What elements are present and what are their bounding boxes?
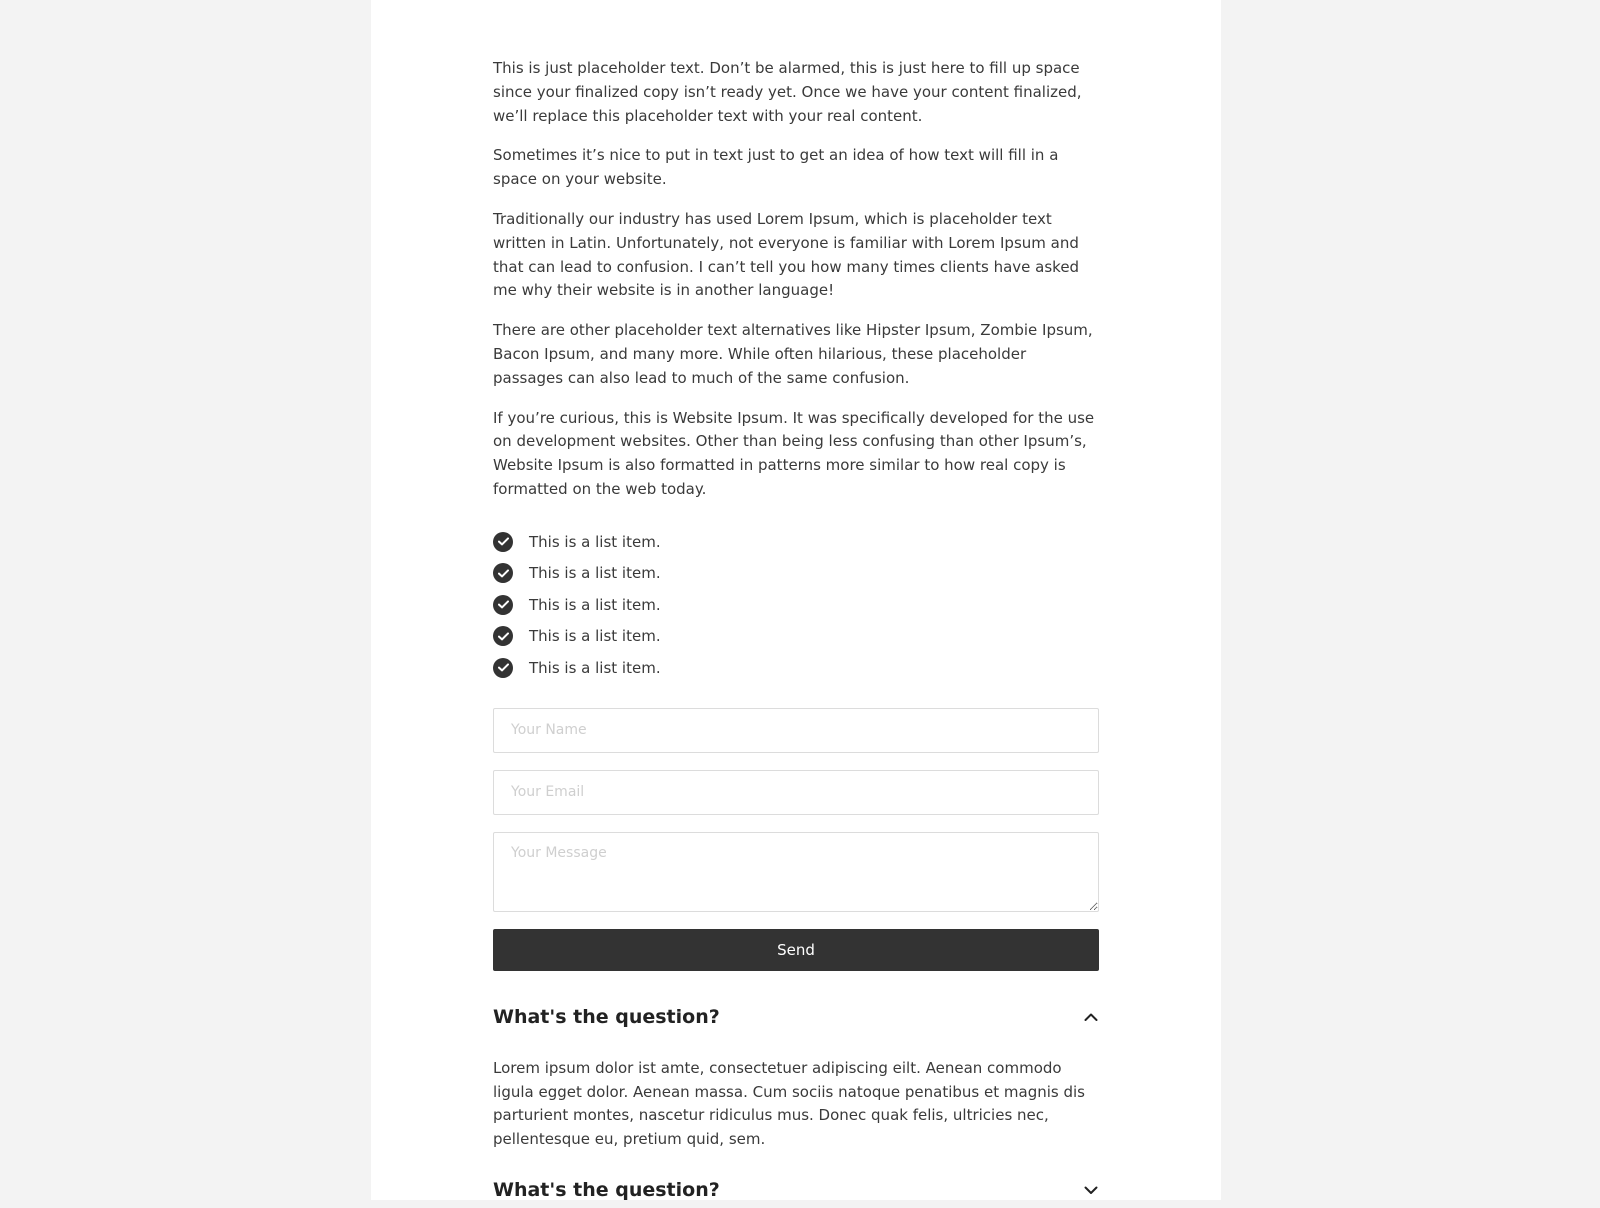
list-item xyxy=(493,526,1099,558)
faq-question: What's the question? xyxy=(493,1005,720,1028)
check-circle-icon xyxy=(493,595,513,615)
email-input[interactable] xyxy=(493,770,1099,815)
list-item xyxy=(493,557,1099,589)
list-item-text: This is a list item. xyxy=(529,595,661,614)
list-item-text: This is a list item. xyxy=(529,627,661,646)
send-button[interactable]: Send xyxy=(493,929,1099,971)
name-input[interactable] xyxy=(493,708,1099,753)
faq-question: What's the question? xyxy=(493,1178,720,1201)
list-item-text: This is a list item. xyxy=(529,658,661,677)
faq-item xyxy=(493,999,1099,1152)
check-circle-icon xyxy=(493,626,513,646)
list-item xyxy=(493,652,1099,684)
main-content xyxy=(493,57,1099,1208)
list-item-text: This is a list item. xyxy=(529,564,661,583)
check-circle-icon xyxy=(493,658,513,678)
paragraph-2: Sometimes it’s nice to put in text just to get an idea of how text will fill in a space on your website. xyxy=(493,146,1059,189)
message-textarea[interactable] xyxy=(493,832,1099,912)
chevron-down-icon xyxy=(1083,1182,1099,1198)
faq-answer: Lorem ipsum dolor ist amte, consectetuer adipiscing eilt. Aenean commodo ligula egget dolor. Aenean massa. Cum sociis natoque penatibus et magnis dis parturient montes, nascetur ridiculus mus. Donec quak felis, ultricies nec, pellentesque eu, pretium quid, sem. xyxy=(493,1058,1085,1149)
page-container xyxy=(371,0,1221,1200)
contact-form xyxy=(493,708,1099,971)
list-item-text: This is a list item. xyxy=(529,532,661,551)
faq-toggle[interactable] xyxy=(493,999,1099,1035)
faq-item xyxy=(493,1172,1099,1208)
faq-accordion xyxy=(493,999,1099,1208)
check-circle-icon xyxy=(493,532,513,552)
paragraph-3: Traditionally our industry has used Lorem Ipsum, which is placeholder text written in Latin. Unfortunately, not everyone is familiar with Lorem Ipsum and that can lead to confusion. I can’t tell you how many times clients have asked me why their website is in another language! xyxy=(493,209,1080,300)
check-list xyxy=(493,526,1099,684)
chevron-up-icon xyxy=(1083,1009,1099,1025)
paragraph-4: There are other placeholder text alternatives like Hipster Ipsum, Zombie Ipsum, Bacon Ipsum, and many more. While often hilarious, these placeholder passages can also lead to much of the same confusion. xyxy=(493,321,1093,387)
list-item xyxy=(493,621,1099,653)
list-item xyxy=(493,589,1099,621)
faq-toggle[interactable] xyxy=(493,1172,1099,1208)
paragraph-5: If you’re curious, this is Website Ipsum. It was specifically developed for the use on development websites. Other than being less confusing than other Ipsum’s, Website Ipsum is also formatted in patterns more similar to how real copy is formatted on the web today. xyxy=(493,408,1095,498)
check-circle-icon xyxy=(493,563,513,583)
paragraph-1: This is just placeholder text. Don’t be alarmed, this is just here to fill up space since your finalized copy isn’t ready yet. Once we have your content finalized, we’ll replace this placeholder text with your real content. xyxy=(493,59,1082,125)
